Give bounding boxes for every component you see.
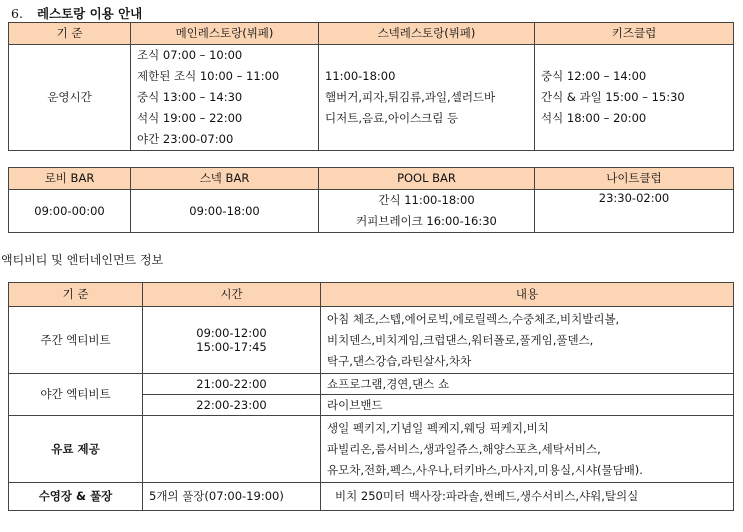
- day-content-line: 탁구,댄스강습,라틴살사,차차: [327, 353, 472, 368]
- day-content-line: 비치덴스,비치게임,크럽댄스,워터폴로,풀게임,풀덴스,: [327, 332, 594, 347]
- night-time-1: 21:00-22:00: [143, 374, 321, 395]
- main-hours-line: 석식 19:00 – 22:00: [137, 111, 243, 125]
- snack-bar-hours: 09:00-18:00: [131, 190, 319, 233]
- kids-hours-line: 중식 12:00 – 14:00: [541, 69, 647, 83]
- pool-bar-hours: [319, 190, 535, 233]
- snack-restaurant-hours: [319, 45, 535, 151]
- night-time-2: 22:00-23:00: [143, 395, 321, 416]
- night-content-2: 라이브밴드: [321, 395, 734, 416]
- pool-time: 5개의 풀장(07:00-19:00): [143, 483, 321, 511]
- day-activity-label: 주간 엑티비트: [9, 307, 143, 374]
- header-time: 시간: [143, 283, 321, 307]
- restaurant-header-row: [9, 23, 734, 45]
- night-activity-row: [9, 374, 734, 395]
- pool-row: [9, 483, 734, 511]
- snack-hours-line: 햄버거,피자,튀김류,과일,셀러드바: [325, 90, 496, 104]
- header-criteria: 기 준: [9, 23, 131, 45]
- snack-hours-line: 디저트,음료,아이스크림 등: [325, 111, 459, 125]
- night-club-hours: 23:30-02:00: [535, 190, 734, 233]
- night-content-1: 쇼프로그램,경연,댄스 쇼: [321, 374, 734, 395]
- main-hours-line: 조식 07:00 – 10:00: [137, 48, 243, 62]
- day-time-line: 09:00-12:00: [196, 325, 267, 340]
- day-content-line: 아침 체조,스텝,에어로빅,에로릴렉스,수중체조,비치발리볼,: [327, 311, 620, 326]
- header-snack-restaurant: 스넥레스토랑(뷔페): [319, 23, 535, 45]
- kids-club-hours: [535, 45, 734, 151]
- activity-header-row: [9, 283, 734, 307]
- header-kids-club: 키즈클럽: [535, 23, 734, 45]
- header-pool-bar: POOL BAR: [319, 168, 535, 190]
- row-label-hours: 운영시간: [9, 45, 131, 151]
- section-number: 6.: [11, 6, 23, 21]
- pool-bar-line: 커피브레이크 16:00-16:30: [356, 214, 497, 228]
- paid-service-content: [321, 416, 734, 483]
- day-activity-content: [321, 307, 734, 374]
- bar-table: [8, 167, 734, 233]
- paid-content-line: 유모차,전화,펙스,사우나,터키바스,마사지,미용실,시샤(물담배).: [327, 462, 643, 477]
- kids-hours-line: 석식 18:00 – 20:00: [541, 111, 647, 125]
- header-lobby-bar: 로비 BAR: [9, 168, 131, 190]
- kids-hours-line: 간식 & 과일 15:00 – 15:30: [541, 90, 685, 104]
- pool-bar-line: 간식 11:00-18:00: [378, 193, 475, 207]
- header-criteria: 기 준: [9, 283, 143, 307]
- header-content: 내용: [321, 283, 734, 307]
- restaurant-hours-row: [9, 45, 734, 151]
- pool-label: 수영장 & 풀장: [9, 483, 143, 511]
- pool-content: 비치 250미터 백사장:파라솔,썬베드,생수서비스,샤워,탈의실: [321, 483, 734, 511]
- day-activity-times: [143, 307, 321, 374]
- paid-service-time: [143, 416, 321, 483]
- activity-table: [8, 282, 734, 511]
- main-hours-line: 중식 13:00 – 14:30: [137, 90, 243, 104]
- paid-service-row: [9, 416, 734, 483]
- paid-content-line: 파빌리온,룸서비스,생과일쥬스,해양스포츠,세탁서비스,: [327, 441, 601, 456]
- paid-content-line: 생일 펙키지,기념일 펙케지,웨딩 픽케지,비치: [327, 420, 549, 435]
- activity-heading: 액티비티 및 엔터네인먼트 정보: [1, 253, 164, 267]
- bar-hours-row: [9, 190, 734, 233]
- bar-header-row: [9, 168, 734, 190]
- day-activity-row: [9, 307, 734, 374]
- main-hours-line: 제한된 조식 10:00 – 11:00: [137, 69, 280, 83]
- paid-service-label: 유료 제공: [9, 416, 143, 483]
- header-main-restaurant: 메인레스토랑(뷔페): [131, 23, 319, 45]
- main-hours-line: 야간 23:00-07:00: [137, 132, 234, 146]
- restaurant-table: [8, 22, 734, 151]
- lobby-bar-hours: 09:00-00:00: [9, 190, 131, 233]
- main-restaurant-hours: [131, 45, 319, 151]
- header-night-club: 나이트클럽: [535, 168, 734, 190]
- section-6-heading: [11, 4, 142, 22]
- day-time-line: 15:00-17:45: [196, 340, 267, 354]
- snack-hours-line: 11:00-18:00: [325, 69, 396, 83]
- section-title: 레스토랑 이용 안내: [36, 6, 143, 21]
- header-snack-bar: 스넥 BAR: [131, 168, 319, 190]
- night-activity-label: 야간 엑티비트: [9, 374, 143, 416]
